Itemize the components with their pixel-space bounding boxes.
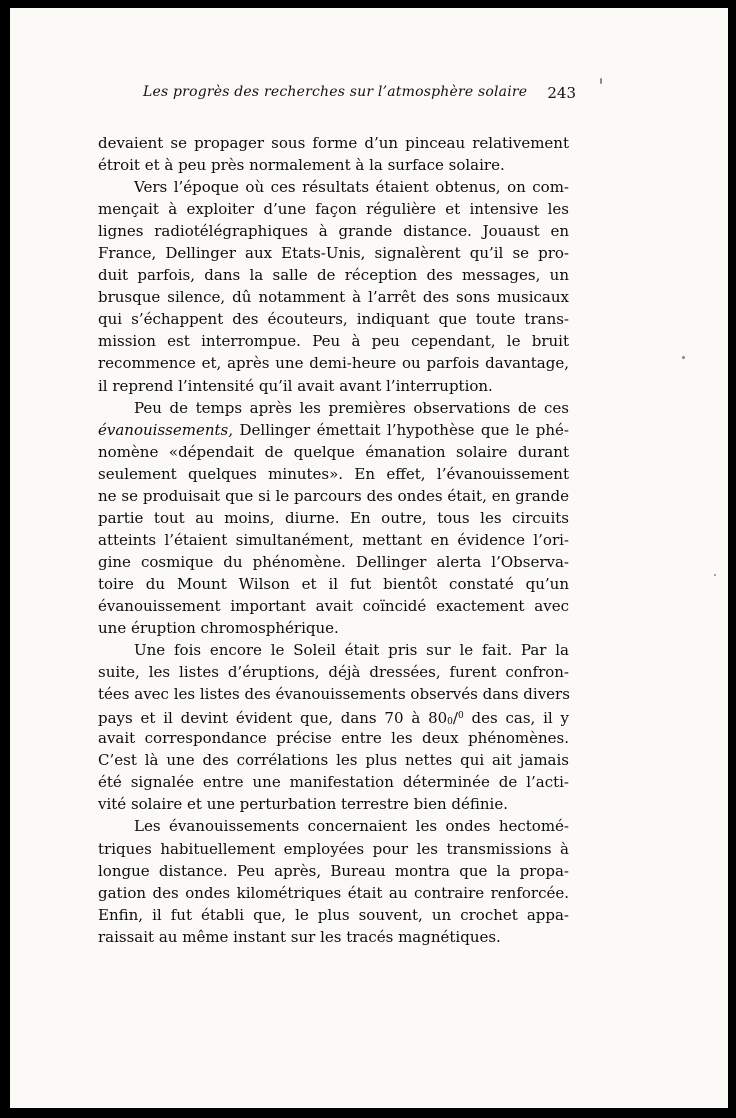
text-line-start: pays et il devint évident que, dans 70 à 80 — [98, 709, 448, 728]
text-line: Une fois encore le Soleil était pris sur le fait. Par la — [134, 641, 569, 660]
running-header — [110, 84, 576, 106]
text-line: brusque silence, dû notamment à l’arrêt des sons musicaux — [98, 288, 569, 307]
text-line: gation des ondes kilométriques était au contraire renforcée. — [98, 883, 569, 902]
percent-sign-slash: / — [452, 709, 458, 728]
text-line: devaient se propager sous forme d’un pinceau relativement — [98, 134, 569, 152]
percent-sign-lower: 0 — [447, 717, 453, 728]
paragraph-5 — [98, 815, 569, 947]
text-line: longue distance. Peu après, Bureau montra que la propa- — [98, 861, 569, 880]
paragraph-4 — [98, 639, 569, 815]
text-line — [98, 419, 569, 441]
text-line: raissait au même instant sur les tracés magnétiques. — [98, 927, 501, 946]
text-line: toire du Mount Wilson et il fut bientôt constaté qu’un — [98, 574, 569, 593]
body-text — [98, 132, 569, 948]
running-title: Les progrès des recherches sur l’atmosphère solaire — [143, 84, 528, 100]
paragraph-3 — [98, 397, 569, 640]
text-line-rest: des cas, il y — [463, 709, 569, 728]
text-line: triques habituellement employées pour les transmissions à — [98, 839, 569, 858]
paper-speck — [682, 356, 685, 359]
paragraph-1 — [98, 132, 569, 176]
text-line: Peu de temps après les premières observations de ces — [134, 398, 569, 417]
text-line: avait correspondance précise entre les deux phénomènes. — [98, 729, 569, 748]
text-line: partie tout au moins, diurne. En outre, tous les circuits — [98, 508, 569, 527]
text-line: mission est interrompue. Peu à peu cependant, le bruit — [98, 332, 569, 351]
text-line: Vers l’époque où ces résultats étaient obtenus, on com- — [134, 178, 569, 197]
text-line: C’est là une des corrélations les plus nettes qui ait jamais — [98, 751, 569, 770]
text-line — [98, 705, 569, 727]
text-line: vité solaire et une perturbation terrestre bien définie. — [98, 795, 508, 814]
percent-sign-upper: 0 — [457, 711, 464, 722]
paper-speck — [600, 78, 602, 84]
text-line: mençait à exploiter d’une façon régulière et intensive les — [98, 200, 569, 219]
text-line: tées avec les listes des évanouissements observés dans divers — [98, 685, 570, 704]
text-line: recommence et, après une demi-heure ou parfois davantage, — [98, 354, 569, 373]
text-line: seulement quelques minutes». En effet, l’évanouissement — [98, 464, 569, 483]
text-line: évanouissement important avait coïncidé exactement avec — [98, 596, 569, 615]
text-line: France, Dellinger aux Etats-Unis, signalèrent qu’il se pro- — [98, 244, 569, 263]
text-line: il reprend l’intensité qu’il avait avant l’interruption. — [98, 376, 493, 395]
text-line: atteints l’étaient simultanément, mettant en évidence l’ori- — [98, 530, 569, 549]
text-line: suite, les listes d’éruptions, déjà dressées, furent confron- — [98, 663, 569, 682]
text-line: étroit et à peu près normalement à la surface solaire. — [98, 156, 505, 175]
text-line: ne se produisait que si le parcours des ondes était, en grande — [98, 486, 569, 505]
text-line-rest: Dellinger émettait l’hypothèse que le phé- — [232, 420, 569, 439]
paragraph-2 — [98, 176, 569, 396]
text-line: nomène «dépendait de quelque émanation solaire durant — [98, 442, 569, 461]
text-line: gine cosmique du phénomène. Dellinger alerta l’Observa- — [98, 552, 569, 571]
text-line: été signalée entre une manifestation déterminée de l’acti- — [98, 773, 569, 792]
text-line: une éruption chromosphérique. — [98, 619, 339, 638]
italic-term: évanouissements, — [98, 420, 233, 439]
text-line: lignes radiotélégraphiques à grande distance. Jouaust en — [98, 222, 569, 241]
book-page — [10, 8, 728, 1108]
text-line: qui s’échappent des écouteurs, indiquant que toute trans- — [98, 310, 569, 329]
text-line: Les évanouissements concernaient les ondes hectomé- — [134, 817, 569, 836]
page-number: 243 — [547, 84, 576, 102]
paper-speck — [714, 574, 716, 576]
text-line: Enfin, il fut établi que, le plus souvent, un crochet appa- — [98, 905, 569, 924]
text-line: duit parfois, dans la salle de réception des messages, un — [98, 266, 569, 285]
